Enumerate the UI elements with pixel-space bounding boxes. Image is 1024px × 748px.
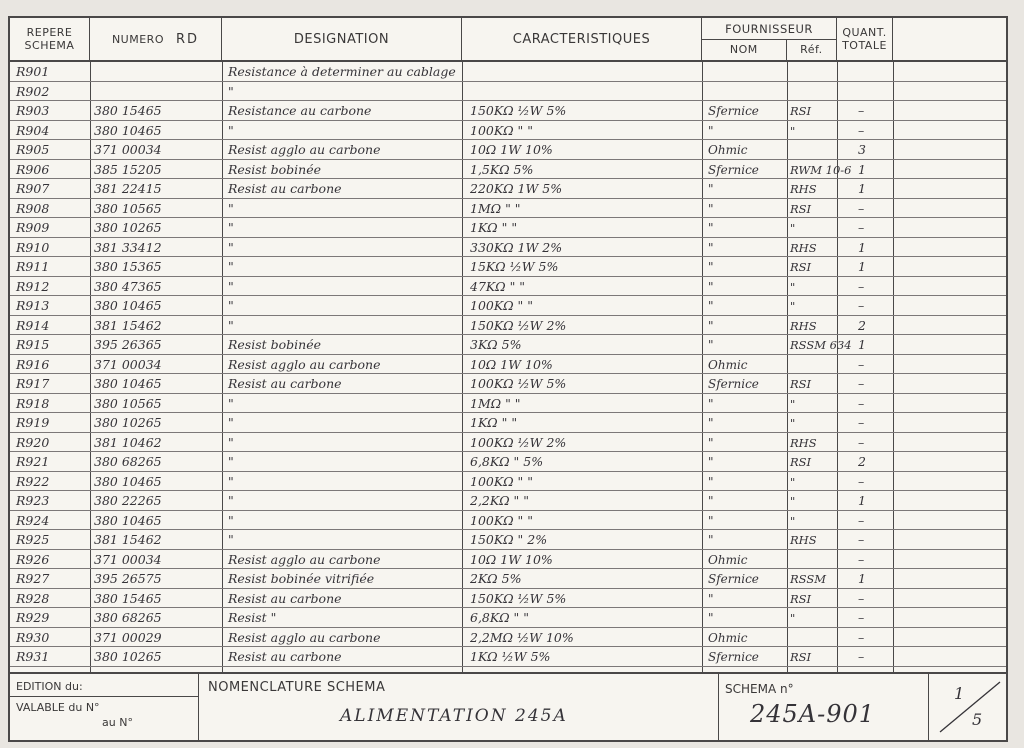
row-fournisseur-nom: " — [708, 240, 714, 255]
row-numero: 380 68265 — [94, 610, 162, 625]
table-row — [10, 394, 1006, 414]
table-row — [10, 218, 1006, 238]
row-fournisseur-nom: Sfernice — [708, 377, 759, 391]
page-number: 1 — [954, 684, 965, 703]
row-quantite: – — [858, 610, 865, 625]
row-caracteristiques: 1MΩ " " — [470, 200, 521, 216]
page-count: 5 — [972, 710, 983, 729]
row-quantite: – — [858, 434, 865, 450]
row-caracteristiques: 100KΩ ½W 5% — [470, 376, 567, 391]
row-fournisseur-ref: RSSM 634 — [790, 338, 852, 352]
row-quantite: 1 — [858, 337, 866, 352]
row-quantite: – — [858, 103, 865, 118]
table-row — [10, 160, 1006, 180]
header-nom: NOM — [702, 40, 787, 60]
table-row — [10, 335, 1006, 355]
row-fournisseur-ref: RSI — [790, 650, 812, 664]
row-designation: Resist bobinée — [228, 161, 322, 177]
row-caracteristiques: 100KΩ ½W 2% — [470, 434, 567, 450]
table-row — [10, 82, 1006, 102]
row-repere: R916 — [16, 356, 50, 372]
row-fournisseur-ref: RWM 10-6 — [790, 162, 852, 177]
row-fournisseur-ref: RSI — [790, 377, 812, 391]
row-designation: Resist bobinée vitrifiée — [228, 571, 375, 586]
row-quantite: – — [858, 122, 865, 138]
row-designation: " — [228, 122, 234, 138]
row-fournisseur-nom: " — [708, 591, 714, 606]
row-numero: 380 68265 — [94, 454, 162, 469]
row-caracteristiques: 15KΩ ½W 5% — [470, 259, 559, 274]
valable-label: VALABLE du N° — [16, 701, 100, 714]
row-repere: R908 — [16, 200, 50, 216]
row-repere: R924 — [16, 512, 50, 528]
row-repere: R929 — [16, 610, 50, 625]
footer — [10, 672, 1006, 742]
table-row — [10, 62, 1006, 82]
row-repere: R918 — [16, 395, 50, 411]
header-designation-label: DESIGNATION — [293, 31, 390, 47]
row-fournisseur-nom: " — [708, 513, 714, 528]
row-designation: Resist agglo au carbone — [228, 142, 381, 157]
table-row — [10, 589, 1006, 609]
row-caracteristiques: 150KΩ " 2% — [470, 532, 548, 547]
row-designation: " — [228, 512, 234, 528]
row-caracteristiques: 3KΩ 5% — [470, 337, 522, 352]
table-row — [10, 277, 1006, 297]
row-repere: R905 — [16, 142, 50, 157]
row-designation: " — [228, 200, 234, 216]
row-designation: " — [228, 239, 234, 255]
row-numero: 380 15365 — [94, 259, 162, 274]
row-fournisseur-ref: RHS — [790, 240, 817, 255]
row-numero: 380 10465 — [94, 376, 162, 391]
row-quantite: 1 — [858, 161, 866, 177]
row-quantite: 1 — [858, 571, 866, 586]
row-numero: 380 10265 — [94, 220, 162, 235]
row-repere: R922 — [16, 473, 50, 489]
row-designation: " — [228, 317, 234, 333]
row-caracteristiques: 330KΩ 1W 2% — [470, 239, 563, 255]
table-row — [10, 140, 1006, 160]
row-repere: R912 — [16, 278, 50, 294]
row-numero: 381 33412 — [94, 239, 162, 255]
table-row — [10, 296, 1006, 316]
row-quantite: – — [858, 532, 865, 547]
row-designation: " — [228, 278, 234, 294]
table-row — [10, 530, 1006, 550]
row-quantite: 1 — [858, 181, 866, 196]
table-row — [10, 569, 1006, 589]
row-numero: 380 10465 — [94, 512, 162, 528]
row-designation: " — [228, 395, 234, 411]
row-fournisseur-ref: RHS — [790, 435, 817, 450]
row-repere: R901 — [16, 64, 50, 79]
header-ref: Réf. — [800, 43, 823, 56]
row-repere: R926 — [16, 551, 50, 567]
row-numero: 371 00034 — [94, 356, 162, 372]
row-repere: R921 — [16, 454, 50, 469]
header-repere — [10, 18, 90, 60]
row-fournisseur-ref: RHS — [790, 318, 817, 333]
row-fournisseur-nom: " — [708, 123, 714, 138]
row-fournisseur-ref: RHS — [790, 182, 817, 196]
row-numero: 380 22265 — [94, 493, 162, 508]
row-caracteristiques: 10Ω 1W 10% — [470, 142, 553, 157]
row-numero: 380 10465 — [94, 298, 162, 313]
row-fournisseur-nom: " — [708, 533, 714, 547]
row-fournisseur-nom: " — [708, 416, 714, 430]
row-fournisseur-nom: " — [708, 494, 714, 508]
row-caracteristiques: 150KΩ ½W 5% — [470, 590, 567, 606]
row-designation: Resist au carbone — [228, 590, 342, 606]
table-row — [10, 179, 1006, 199]
row-caracteristiques: 220KΩ 1W 5% — [470, 181, 563, 196]
row-fournisseur-nom: " — [708, 318, 714, 333]
table-row — [10, 452, 1006, 472]
row-fournisseur-ref: " — [790, 221, 796, 235]
row-quantite: – — [858, 415, 865, 430]
row-quantite: – — [858, 551, 865, 567]
row-designation: " — [228, 259, 234, 274]
row-repere: R902 — [16, 83, 50, 99]
header-numero — [90, 18, 222, 60]
table-row — [10, 257, 1006, 277]
row-quantite: – — [858, 356, 865, 372]
row-quantite: – — [858, 629, 865, 645]
row-numero: 395 26365 — [94, 337, 162, 352]
table-row — [10, 511, 1006, 531]
row-designation: " — [228, 473, 234, 489]
row-designation: " — [228, 298, 234, 313]
header-designation — [222, 18, 462, 60]
row-caracteristiques: 100KΩ " " — [470, 122, 534, 138]
row-quantite: 1 — [858, 239, 866, 255]
row-caracteristiques: 6,8KΩ " " — [470, 610, 530, 625]
row-designation: Resist au carbone — [228, 649, 342, 664]
table-row — [10, 199, 1006, 219]
table-row — [10, 550, 1006, 570]
row-fournisseur-ref: " — [790, 474, 796, 489]
row-quantite: 3 — [858, 142, 866, 157]
header-numero-rd: RD — [175, 31, 200, 47]
row-designation: Resistance à determiner au cablage — [228, 64, 456, 79]
row-numero: 380 10465 — [94, 473, 162, 489]
table-row — [10, 608, 1006, 628]
row-numero: 380 10465 — [94, 122, 162, 138]
table-row — [10, 413, 1006, 433]
row-quantite: – — [858, 512, 865, 528]
row-designation: Resist " — [228, 610, 277, 625]
row-fournisseur-nom: " — [708, 260, 714, 274]
row-fournisseur-ref: RSI — [790, 455, 812, 469]
row-caracteristiques: 1,5KΩ 5% — [470, 161, 534, 177]
row-fournisseur-ref: RSI — [790, 201, 812, 216]
row-caracteristiques: 47KΩ " " — [470, 278, 526, 294]
row-quantite: 2 — [858, 454, 866, 469]
row-numero: 371 00029 — [94, 629, 162, 645]
row-fournisseur-ref: RSSM — [790, 572, 826, 586]
row-numero: 380 10265 — [94, 649, 162, 664]
row-fournisseur-nom: Sfernice — [708, 650, 759, 664]
table-row — [10, 374, 1006, 394]
row-fournisseur-ref: RSI — [790, 104, 812, 118]
row-designation: Resist agglo au carbone — [228, 356, 381, 372]
row-repere: R903 — [16, 103, 50, 118]
row-fournisseur-ref: RSI — [790, 260, 812, 274]
header-repere-label: REPERE SCHEMA — [24, 26, 75, 52]
row-numero: 371 00034 — [94, 551, 162, 567]
row-numero: 381 15462 — [94, 317, 162, 333]
row-caracteristiques: 100KΩ " " — [470, 473, 534, 489]
row-fournisseur-nom: " — [708, 611, 714, 625]
row-repere: R927 — [16, 571, 50, 586]
table-row — [10, 472, 1006, 492]
row-numero: 380 15465 — [94, 590, 162, 606]
row-designation: Resist agglo au carbone — [228, 551, 381, 567]
row-fournisseur-ref: " — [790, 123, 796, 138]
row-repere: R907 — [16, 181, 50, 196]
row-numero: 371 00034 — [94, 142, 162, 157]
table-row — [10, 238, 1006, 258]
nomenclature-sheet — [8, 16, 1008, 742]
row-fournisseur-nom: " — [708, 201, 714, 216]
row-quantite: – — [858, 220, 865, 235]
nomenclature-label: NOMENCLATURE SCHEMA — [208, 680, 386, 695]
row-designation: Resistance au carbone — [228, 103, 372, 118]
row-quantite: – — [858, 278, 865, 294]
schema-title: ALIMENTATION 245A — [340, 706, 568, 726]
row-fournisseur-nom: " — [708, 221, 714, 235]
row-numero: 380 15465 — [94, 103, 162, 118]
row-numero: 380 10565 — [94, 200, 162, 216]
row-fournisseur-ref: " — [790, 416, 796, 430]
row-fournisseur-ref: " — [790, 299, 796, 313]
row-numero: 381 22415 — [94, 181, 162, 196]
row-caracteristiques: 150KΩ ½W 2% — [470, 317, 567, 333]
row-repere: R906 — [16, 161, 50, 177]
row-caracteristiques: 2,2MΩ ½W 10% — [470, 629, 574, 645]
row-caracteristiques: 1KΩ " " — [470, 415, 518, 430]
row-fournisseur-nom: Sfernice — [708, 104, 759, 118]
row-designation: Resist au carbone — [228, 181, 342, 196]
row-repere: R913 — [16, 298, 50, 313]
row-designation: " — [228, 434, 234, 450]
header-caracteristiques — [462, 18, 702, 60]
row-designation: " — [228, 493, 234, 508]
row-fournisseur-ref: RSI — [790, 591, 812, 606]
row-designation: Resist bobinée — [228, 337, 322, 352]
schema-number: 245A-901 — [750, 700, 876, 728]
row-quantite: 1 — [858, 493, 866, 508]
row-designation: " — [228, 220, 234, 235]
table-row — [10, 355, 1006, 375]
row-repere: R930 — [16, 629, 50, 645]
row-caracteristiques: 100KΩ " " — [470, 512, 534, 528]
row-designation: Resist au carbone — [228, 376, 342, 391]
row-fournisseur-nom: Sfernice — [708, 162, 759, 177]
row-fournisseur-nom: " — [708, 455, 714, 469]
row-repere: R914 — [16, 317, 50, 333]
row-repere: R915 — [16, 337, 50, 352]
row-fournisseur-ref: " — [790, 396, 796, 411]
row-caracteristiques: 2KΩ 5% — [470, 571, 522, 586]
row-quantite: 1 — [858, 259, 866, 274]
header-caracteristiques-label: CARACTERISTIQUES — [512, 31, 651, 47]
row-caracteristiques: 1KΩ " " — [470, 220, 518, 235]
row-designation: " — [228, 415, 234, 430]
row-fournisseur-nom: Ohmic — [708, 552, 748, 567]
row-repere: R931 — [16, 649, 50, 664]
row-numero: 385 15205 — [94, 161, 162, 177]
row-caracteristiques: 1MΩ " " — [470, 395, 521, 411]
row-fournisseur-nom: Ohmic — [708, 630, 748, 645]
row-fournisseur-nom: " — [708, 182, 714, 196]
row-fournisseur-nom: Sfernice — [708, 572, 759, 586]
table-row — [10, 628, 1006, 648]
table-row — [10, 647, 1006, 667]
row-quantite: – — [858, 298, 865, 313]
header-fournisseur-label: FOURNISSEUR — [702, 18, 836, 40]
row-numero: 381 15462 — [94, 532, 162, 547]
table-row — [10, 101, 1006, 121]
row-fournisseur-ref: RHS — [790, 533, 817, 547]
table-row — [10, 316, 1006, 336]
row-fournisseur-nom: " — [708, 474, 714, 489]
row-fournisseur-nom: Ohmic — [708, 143, 748, 157]
row-repere: R904 — [16, 122, 50, 138]
row-quantite: 2 — [858, 317, 866, 333]
row-fournisseur-nom: " — [708, 279, 714, 294]
row-caracteristiques: 6,8KΩ " 5% — [470, 454, 544, 469]
row-caracteristiques: 100KΩ " " — [470, 298, 534, 313]
row-numero: 380 10265 — [94, 415, 162, 430]
row-caracteristiques: 2,2KΩ " " — [470, 493, 530, 508]
table-row — [10, 121, 1006, 141]
row-quantite: – — [858, 395, 865, 411]
table-row — [10, 433, 1006, 453]
row-fournisseur-nom: " — [708, 396, 714, 411]
row-quantite: – — [858, 200, 865, 216]
header-quant — [837, 18, 893, 60]
row-fournisseur-ref: " — [790, 279, 796, 294]
row-repere: R928 — [16, 590, 50, 606]
row-quantite: – — [858, 376, 865, 391]
row-caracteristiques: 10Ω 1W 10% — [470, 356, 553, 372]
table-row — [10, 491, 1006, 511]
header-numero-label: NUMERO — [111, 32, 164, 46]
row-caracteristiques: 150KΩ ½W 5% — [470, 103, 567, 118]
row-designation: Resist agglo au carbone — [228, 629, 381, 645]
row-numero: 381 10462 — [94, 434, 162, 450]
au-label: au N° — [102, 716, 133, 729]
row-designation: " — [228, 83, 234, 99]
row-numero: 380 10565 — [94, 395, 162, 411]
row-repere: R917 — [16, 376, 50, 391]
row-fournisseur-ref: " — [790, 611, 796, 625]
row-caracteristiques: 1KΩ ½W 5% — [470, 649, 551, 664]
header-fournisseur — [702, 18, 837, 60]
row-repere: R911 — [16, 259, 50, 274]
page-divider-icon — [928, 674, 1006, 740]
row-quantite: – — [858, 473, 865, 489]
row-repere: R920 — [16, 434, 50, 450]
row-repere: R925 — [16, 532, 50, 547]
row-numero: 395 26575 — [94, 571, 162, 586]
row-fournisseur-ref: " — [790, 513, 796, 528]
row-repere: R909 — [16, 220, 50, 235]
row-repere: R923 — [16, 493, 50, 508]
row-numero: 380 47365 — [94, 278, 162, 294]
row-repere: R910 — [16, 239, 50, 255]
row-repere: R919 — [16, 415, 50, 430]
row-designation: " — [228, 454, 234, 469]
row-caracteristiques: 10Ω 1W 10% — [470, 551, 553, 567]
row-fournisseur-nom: " — [708, 435, 714, 450]
row-designation: " — [228, 532, 234, 547]
row-fournisseur-ref: " — [790, 494, 796, 508]
row-quantite: – — [858, 590, 865, 606]
row-fournisseur-nom: " — [708, 338, 714, 352]
schema-number-label: SCHEMA n° — [725, 682, 794, 696]
row-fournisseur-nom: " — [708, 299, 714, 313]
row-quantite: – — [858, 649, 865, 664]
edition-label: EDITION du: — [16, 680, 83, 693]
row-fournisseur-nom: Ohmic — [708, 357, 748, 372]
header-quant-label: QUANT. TOTALE — [842, 26, 887, 52]
